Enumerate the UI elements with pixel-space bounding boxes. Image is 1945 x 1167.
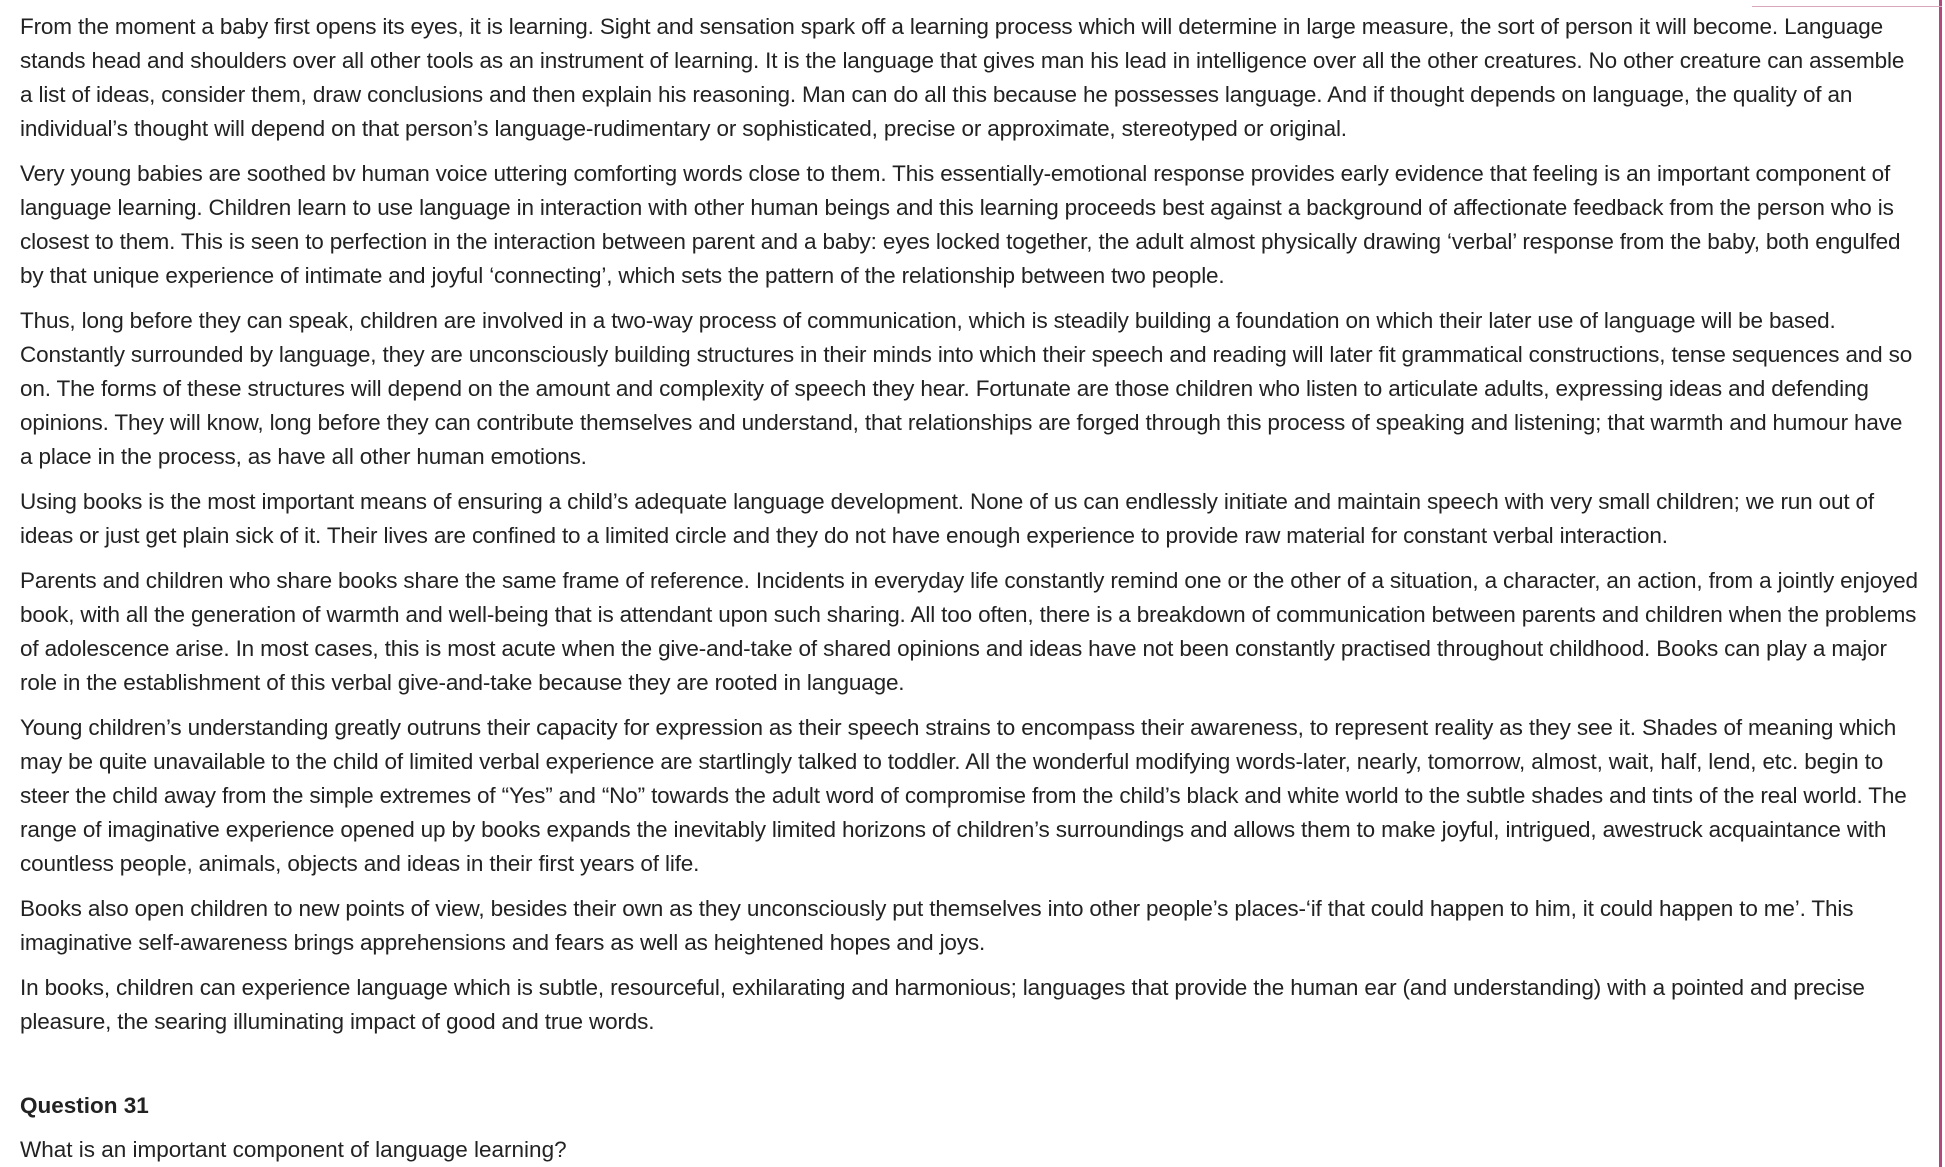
question-text: What is an important component of language learning?	[20, 1137, 567, 1162]
corner-rule	[1752, 6, 1942, 7]
passage-paragraph-7: Books also open children to new points of view, besides their own as they unconsciously put themselves into other people’s places-‘if that could happen to him, it could happen to me’. This imaginative self-awareness brings apprehensions and fears as well as heightened hopes and joys.	[20, 896, 1854, 955]
passage-paragraph-5: Parents and children who share books share the same frame of reference. Incidents in everyday life constantly remind one or the other of a situation, a character, an action, from a jointly enjoyed book, with all the generation of warmth and well-being that is attendant upon such sharing. All too often, there is a breakdown of communication between parents and children when the problems of adolescence arise. In most cases, this is most acute when the give-and-take of shared opinions and ideas have not been constantly practised throughout childhood. Books can play a major role in the establishment of this verbal give-and-take because they are rooted in language.	[20, 568, 1918, 695]
question-block	[20, 1089, 1920, 1167]
passage-paragraph-2: Very young babies are soothed bv human voice uttering comforting words close to them. This essentially-emotional response provides early evidence that feeling is an important component of language learning. Children learn to use language in interaction with other human beings and this learning proceeds best against a background of affectionate feedback from the person who is closest to them. This is seen to perfection in the interaction between parent and a baby: eyes locked together, the adult almost physically drawing ‘verbal’ response from the baby, both engulfed by that unique experience of intimate and joyful ‘connecting’, which sets the pattern of the relationship between two people.	[20, 161, 1901, 288]
page-edge-rule	[1939, 0, 1942, 1167]
passage-paragraph-4: Using books is the most important means of ensuring a child’s adequate language development. None of us can endlessly initiate and maintain speech with very small children; we run out of ideas or just get plain sick of it. Their lives are confined to a limited circle and they do not have enough experience to provide raw material for constant verbal interaction.	[20, 489, 1875, 548]
passage-paragraph-8: In books, children can experience language which is subtle, resourceful, exhilarating and harmonious; languages that provide the human ear (and understanding) with a pointed and precise pleasure, the searing illuminating impact of good and true words.	[20, 975, 1865, 1034]
reading-passage	[20, 10, 1920, 1039]
question-title: Question 31	[20, 1093, 149, 1118]
document-content	[20, 10, 1920, 1167]
passage-paragraph-1: From the moment a baby first opens its eyes, it is learning. Sight and sensation spark off a learning process which will determine in large measure, the sort of person it will become. Language stands head and shoulders over all other tools as an instrument of learning. It is the language that gives man his lead in intelligence over all the other creatures. No other creature can assemble a list of ideas, consider them, draw conclusions and then explain his reasoning. Man can do all this because he possesses language. And if thought depends on language, the quality of an individual’s thought will depend on that person’s language-rudimentary or sophisticated, precise or approximate, stereotyped or original.	[20, 14, 1905, 141]
passage-paragraph-6: Young children’s understanding greatly outruns their capacity for expression as their speech strains to encompass their awareness, to represent reality as they see it. Shades of meaning which may be quite unavailable to the child of limited verbal experience are startlingly talked to toddler. All the wonderful modifying words-later, nearly, tomorrow, almost, wait, half, lend, etc. begin to steer the child away from the simple extremes of “Yes” and “No” towards the adult word of compromise from the child’s black and white world to the subtle shades and tints of the real world. The range of imaginative experience opened up by books expands the inevitably limited horizons of children’s surroundings and allows them to make joyful, intrigued, awestruck acquaintance with countless people, animals, objects and ideas in their first years of life.	[20, 715, 1907, 876]
passage-paragraph-3: Thus, long before they can speak, children are involved in a two-way process of communication, which is steadily building a foundation on which their later use of language will be based. Constantly surrounded by language, they are unconsciously building structures in their minds into which their speech and reading will later fit grammatical constructions, tense sequences and so on. The forms of these structures will depend on the amount and complexity of speech they hear. Fortunate are those children who listen to articulate adults, expressing ideas and defending opinions. They will know, long before they can contribute themselves and understand, that relationships are forged through this process of speaking and listening; that warmth and humour have a place in the process, as have all other human emotions.	[20, 308, 1913, 469]
